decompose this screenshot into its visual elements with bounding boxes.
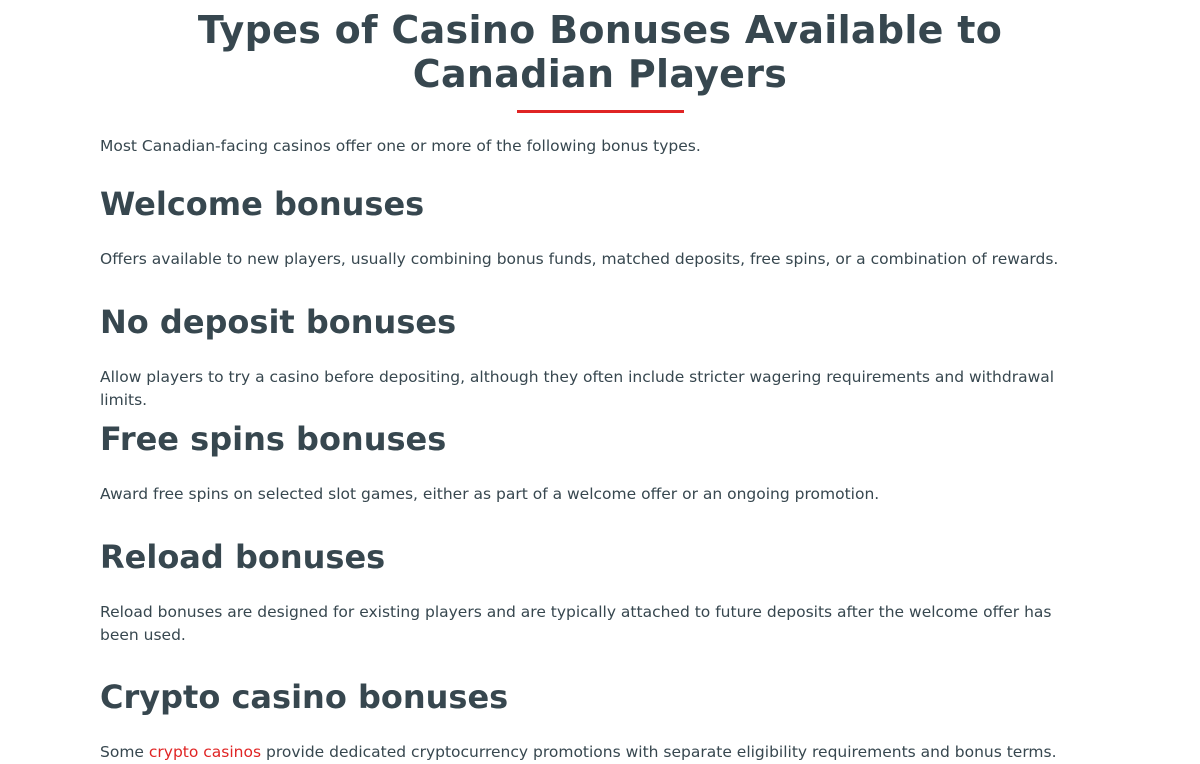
section-heading: Reload bonuses [100,538,386,576]
section-heading: Welcome bonuses [100,185,425,223]
section-heading: Free spins bonuses [100,420,447,458]
section-no-deposit-bonuses [100,302,1090,412]
page-title: Types of Casino Bonuses Available to Canadian Players [197,8,1003,96]
section-text: Award free spins on selected slot games, either as part of a welcome offer or an ongoing promotion. [100,485,880,503]
crypto-casinos-link[interactable]: crypto casinos [148,743,262,761]
section-free-spins-bonuses [100,419,1090,506]
text-before-link: Some [100,743,149,761]
section-crypto-casino-bonuses [100,677,1090,764]
section-welcome-bonuses [100,184,1090,271]
section-reload-bonuses [100,537,1090,647]
section-text: Allow players to try a casino before depositing, although they often include stricter wagering requirements and withdrawal limits. [100,368,1055,409]
intro-paragraph: Most Canadian-facing casinos offer one or more of the following bonus types. [100,137,701,155]
section-text [100,741,1090,764]
section-text: Reload bonuses are designed for existing players and are typically attached to future deposits after the welcome offer has been used. [100,603,1052,644]
title-underline [517,110,684,113]
section-text: Offers available to new players, usually combining bonus funds, matched deposits, free spins, or a combination of rewards. [100,250,1059,268]
section-heading: Crypto casino bonuses [100,678,509,716]
text-after-link: provide dedicated cryptocurrency promotions with separate eligibility requirements and bonus terms. [261,743,1057,761]
article [100,0,1100,761]
section-heading: No deposit bonuses [100,303,457,341]
